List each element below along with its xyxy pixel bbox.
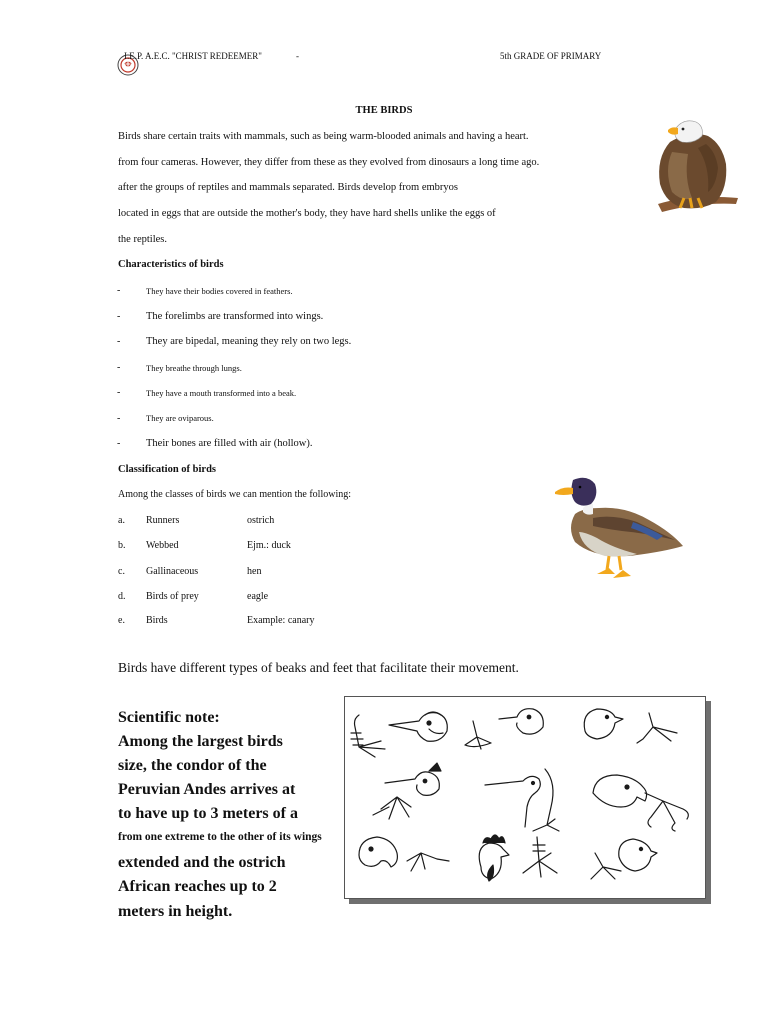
parrot-head-icon	[359, 837, 397, 867]
songbird-head-icon	[584, 709, 623, 739]
class-name: Gallinaceous	[146, 566, 199, 577]
beaks-feet-sentence: Birds have different types of beaks and feet that facilitate their movement.	[118, 660, 519, 675]
classification-intro: Among the classes of birds we can mention the following:	[118, 489, 352, 500]
class-letter: a.	[118, 515, 125, 526]
zygodactyl-foot-icon	[407, 853, 449, 871]
class-example: hen	[247, 566, 262, 577]
class-example: ostrich	[247, 515, 275, 526]
page-title: THE BIRDS	[355, 105, 413, 116]
intro-line: located in eggs that are outside the mother's body, they have hard shells unlike the eggs of	[118, 208, 496, 219]
list-bullet: -	[117, 438, 121, 449]
note-line: meters in height.	[118, 903, 233, 920]
woodpecker-head-icon	[385, 763, 441, 795]
list-bullet: -	[117, 311, 121, 322]
perching-foot-icon	[591, 853, 621, 879]
characteristic-item: The forelimbs are transformed into wings.	[146, 311, 324, 322]
intro-line: after the groups of reptiles and mammals separated. Birds develop from embryos	[118, 182, 458, 193]
rooster-head-icon	[479, 835, 509, 881]
class-letter: c.	[118, 566, 125, 577]
list-bullet: -	[117, 336, 121, 347]
school-name: I.E.P. A.E.C. "CHRIST REDEEMER"	[124, 51, 262, 61]
list-bullet: -	[117, 362, 121, 373]
intro-line: from four cameras. However, they differ from these as they evolved from dinosaurs a long time ago.	[118, 157, 540, 168]
note-title: Scientific note:	[118, 709, 220, 726]
duck-head-icon	[499, 709, 543, 734]
list-bullet: -	[117, 387, 121, 398]
duck-illustration	[553, 474, 687, 584]
characteristic-item: They have their bodies covered in feathers.	[146, 286, 293, 296]
class-letter: d.	[118, 591, 126, 602]
eagle-head-icon	[593, 775, 647, 807]
header-separator: -	[296, 51, 299, 61]
characteristic-item: Their bones are filled with air (hollow).	[146, 438, 313, 449]
talon-foot-icon	[645, 793, 688, 831]
class-example: Example: canary	[247, 615, 315, 626]
note-line: Peruvian Andes arrives at	[118, 781, 296, 798]
note-line: to have up to 3 meters of a	[118, 805, 298, 822]
webbed-foot-icon	[465, 721, 491, 749]
note-line: size, the condor of the	[118, 757, 267, 774]
climbing-foot-icon	[373, 797, 411, 819]
class-name: Webbed	[146, 540, 179, 551]
heron-head-icon	[485, 776, 540, 827]
intro-line: the reptiles.	[118, 234, 167, 245]
note-line: from one extreme to the other of its wings	[118, 831, 322, 843]
note-line: extended and the ostrich	[118, 854, 286, 871]
characteristic-item: They breathe through lungs.	[146, 363, 242, 373]
intro-line: Birds share certain traits with mammals, such as being warm-blooded animals and having a heart.	[118, 131, 529, 142]
class-example: Ejm.: duck	[247, 540, 291, 551]
canary-head-icon	[619, 839, 657, 871]
beaks-feet-figure	[344, 696, 706, 899]
characteristic-item: They are bipedal, meaning they rely on two legs.	[146, 336, 352, 347]
characteristics-heading: Characteristics of birds	[118, 259, 224, 270]
class-letter: e.	[118, 615, 125, 626]
class-example: eagle	[247, 591, 269, 602]
class-name: Birds	[146, 615, 168, 626]
characteristic-item: They have a mouth transformed into a beak.	[146, 388, 297, 398]
scratching-foot-icon	[523, 837, 557, 877]
note-line: Among the largest birds	[118, 733, 283, 750]
list-bullet: -	[117, 413, 121, 424]
class-name: Birds of prey	[146, 591, 199, 602]
class-letter: b.	[118, 540, 126, 551]
class-name: Runners	[146, 515, 180, 526]
grade-label: 5th GRADE OF PRIMARY	[500, 51, 602, 61]
eagle-illustration	[650, 118, 742, 226]
characteristic-item: They are oviparous.	[146, 413, 214, 423]
heron-foot-icon	[351, 715, 385, 757]
classification-heading: Classification of birds	[118, 464, 217, 475]
note-line: African reaches up to 2	[118, 878, 277, 895]
kingfisher-head-icon	[389, 712, 447, 741]
perching-foot-icon	[637, 713, 677, 743]
list-bullet: -	[117, 285, 121, 296]
